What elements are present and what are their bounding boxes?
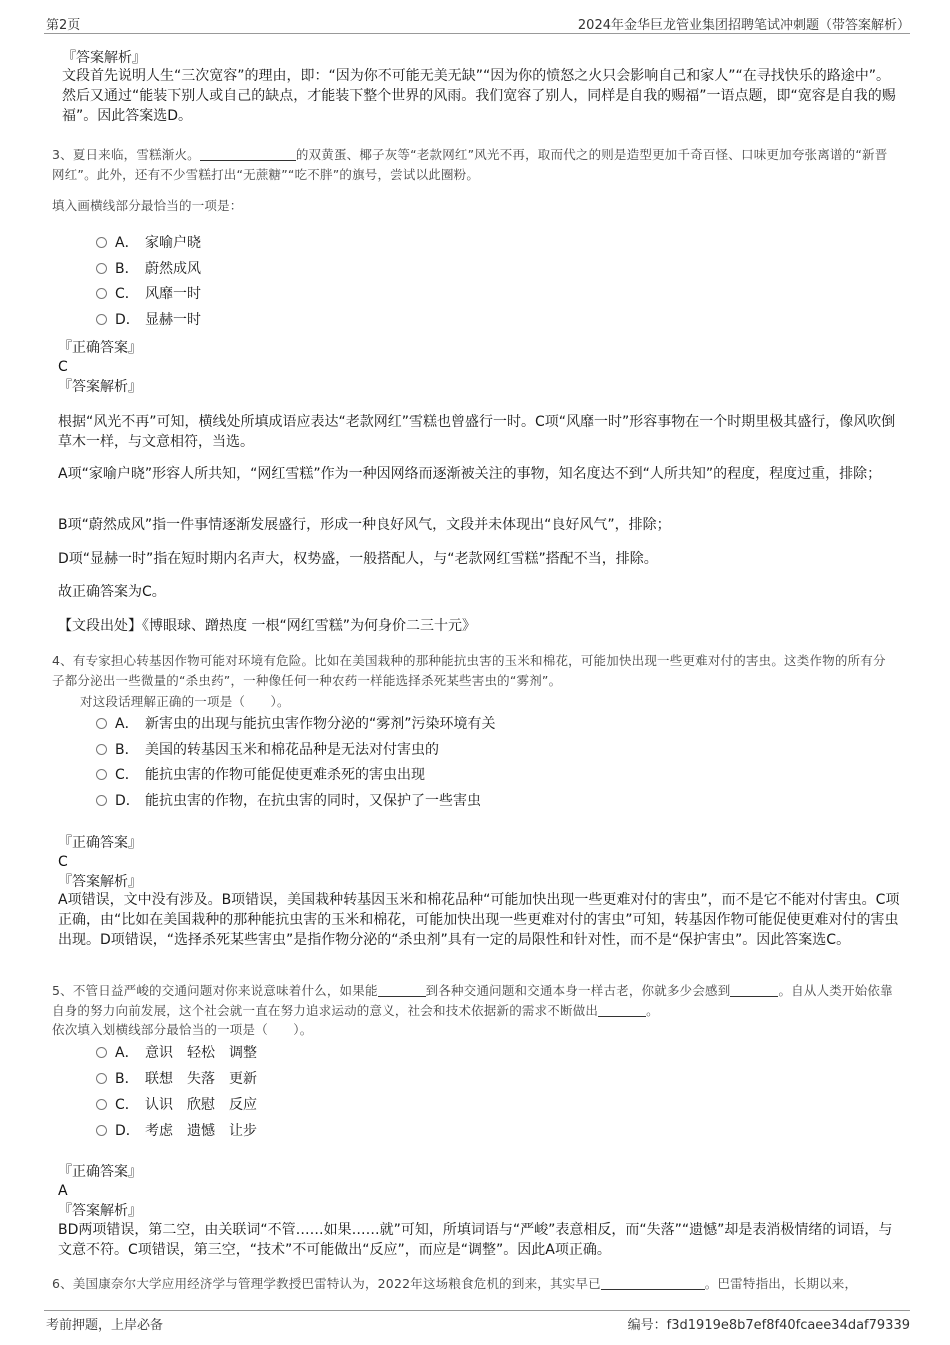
radio-icon[interactable] bbox=[96, 795, 107, 806]
q5-analysis-text: BD两项错误，第二空，由关联词“不管……如果……就”可知，所填词语与“严峻”表意相反，而“失落”“遗憾”却是表消极情绪的词语，与文意不符。C项错误，第三空，“技术”不可能做出“反应”，而应是“调整”。因此A项正确。 bbox=[58, 1222, 893, 1258]
option-text: 认识 欣慰 反应 bbox=[145, 1097, 257, 1113]
footer-slogan: 考前押题，上岸必备 bbox=[46, 1318, 164, 1333]
option-letter: C． bbox=[115, 1097, 139, 1113]
q4-analysis-label: 『答案解析』 bbox=[58, 874, 142, 890]
q6-stem bbox=[52, 1274, 902, 1294]
radio-icon[interactable] bbox=[96, 718, 107, 729]
option-letter: D． bbox=[115, 793, 140, 809]
q4-stem: 4、有专家担心转基因作物可能对环境有危险。比如在美国栽种的那种能抗虫害的玉米和棉花，可能加快出现一些更难对付的害虫。这类作物的所有分子都分泌出一些微量的“杀虫药”，一种像任何一种农药一样能选择杀死某些害虫的“雾剂”。 bbox=[52, 653, 886, 688]
option-letter: B． bbox=[115, 261, 139, 277]
q5-prompt: 依次填入划横线部分最恰当的一项是（ ）。 bbox=[52, 1022, 313, 1037]
q3-prompt: 填入画横线部分最恰当的一项是： bbox=[52, 198, 243, 213]
option-letter: A． bbox=[115, 1045, 139, 1061]
option-text: 联想 失落 更新 bbox=[145, 1071, 257, 1087]
q5-stem-part4: 。 bbox=[646, 1003, 659, 1018]
q5-correct-label: 『正确答案』 bbox=[58, 1164, 142, 1180]
q3-correct-answer: C bbox=[58, 359, 68, 375]
q5-blank-2 bbox=[730, 983, 778, 997]
q5-correct-answer: A bbox=[58, 1183, 68, 1199]
option-letter: B． bbox=[115, 742, 139, 758]
option-text: 蔚然成风 bbox=[145, 261, 201, 277]
q3-option-a[interactable] bbox=[96, 233, 201, 253]
option-text: 家喻户晓 bbox=[145, 235, 201, 251]
q3-option-c[interactable] bbox=[96, 284, 201, 304]
radio-icon[interactable] bbox=[96, 288, 107, 299]
radio-icon[interactable] bbox=[96, 1073, 107, 1084]
q5-stem-part3: 。自从人类开始依靠自身的努力向前发展，这个社会就一直在努力追求运动的意义，社会和技术依据新的需求不断做出 bbox=[52, 983, 893, 1018]
option-letter: A． bbox=[115, 235, 139, 251]
q3-analysis-p4: D项“显赫一时”指在短时期内名声大，权势盛，一般搭配人，与“老款网红雪糕”搭配不当，排除。 bbox=[58, 551, 658, 567]
option-text: 能抗虫害的作物可能促使更难杀死的害虫出现 bbox=[145, 767, 425, 783]
q2-analysis-label: 『答案解析』 bbox=[62, 50, 146, 66]
q5-analysis-label: 『答案解析』 bbox=[58, 1203, 142, 1219]
q6-blank bbox=[601, 1276, 705, 1290]
q3-blank bbox=[200, 147, 296, 161]
option-text: 新害虫的出现与能抗虫害作物分泌的“雾剂”污染环境有关 bbox=[145, 716, 496, 732]
page-number: 第2页 bbox=[46, 18, 81, 33]
header-divider bbox=[44, 33, 910, 34]
radio-icon[interactable] bbox=[96, 237, 107, 248]
q5-stem-part1: 5、不管日益严峻的交通问题对你来说意味着什么，如果能 bbox=[52, 983, 378, 998]
option-letter: D． bbox=[115, 312, 140, 328]
q4-option-b[interactable] bbox=[96, 740, 439, 760]
q4-prompt: 对这段话理解正确的一项是（ ）。 bbox=[80, 694, 290, 709]
radio-icon[interactable] bbox=[96, 769, 107, 780]
q3-analysis-p2: A项“家喻户晓”形容人所共知，“网红雪糕”作为一种因网络而逐渐被关注的事物，知名度达不到“人所共知”的程度，程度过重，排除； bbox=[58, 466, 882, 482]
q4-option-d[interactable] bbox=[96, 791, 481, 811]
radio-icon[interactable] bbox=[96, 1047, 107, 1058]
footer-divider bbox=[44, 1310, 910, 1311]
q3-stem-part1: 3、夏日来临，雪糕渐火。 bbox=[52, 147, 200, 162]
option-text: 能抗虫害的作物，在抗虫害的同时，又保护了一些害虫 bbox=[145, 793, 481, 809]
q6-stem-part1: 6、美国康奈尔大学应用经济学与管理学教授巴雷特认为，2022年这场粮食危机的到来，其实早已 bbox=[52, 1276, 601, 1291]
q3-correct-label: 『正确答案』 bbox=[58, 340, 142, 356]
q6-stem-part2: 。巴雷特指出，长期以来， bbox=[704, 1276, 858, 1291]
q5-blank-1 bbox=[378, 983, 426, 997]
q2-analysis-text: 文段首先说明人生“三次宽容”的理由，即：“因为你不可能无美无缺”“因为你的愤怒之火只会影响自己和家人”“在寻找快乐的路途中”。然后又通过“能装下别人或自己的缺点，才能装下整个世界的风雨。我们宽容了别人，同样是自我的赐福”一语点题，即“宽容是自我的赐福”。因此答案选D。 bbox=[62, 68, 896, 124]
option-letter: A． bbox=[115, 716, 139, 732]
q4-analysis-text: A项错误，文中没有涉及。B项错误，美国栽种转基因玉米和棉花品种“可能加快出现一些更难对付的害虫”，而不是它不能对付害虫。C项正确，由“比如在美国栽种的那种能抗虫害的玉米和棉花，可能加快出现一些更难对付的害虫”可知，转基因作物可能促使更难对付的害虫出现。D项错误，“选择杀死某些害虫”是指作物分泌的“杀虫剂”具有一定的局限性和针对性，而不是“保护害虫”。因此答案选C。 bbox=[58, 892, 900, 948]
document-title: 2024年金华巨龙管业集团招聘笔试冲刺题（带答案解析） bbox=[577, 18, 910, 33]
option-letter: D． bbox=[115, 1123, 140, 1139]
q5-blank-3 bbox=[598, 1003, 646, 1017]
q3-analysis-label: 『答案解析』 bbox=[58, 379, 142, 395]
q4-correct-label: 『正确答案』 bbox=[58, 835, 142, 851]
radio-icon[interactable] bbox=[96, 744, 107, 755]
radio-icon[interactable] bbox=[96, 1125, 107, 1136]
document-code: 编号：f3d1919e8b7ef8f40fcaee34daf79339 bbox=[627, 1318, 910, 1333]
q4-option-c[interactable] bbox=[96, 765, 425, 785]
q5-option-c[interactable] bbox=[96, 1095, 257, 1115]
q5-stem-part2: 到各种交通问题和交通本身一样古老，你就多少会感到 bbox=[425, 983, 731, 998]
q3-source: 【文段出处】《博眼球、蹭热度 一根“网红雪糕”为何身价二三十元》 bbox=[58, 618, 476, 634]
q3-analysis-p3: B项“蔚然成风”指一件事情逐渐发展盛行，形成一种良好风气，文段并未体现出“良好风气”，排除； bbox=[58, 517, 671, 533]
q3-analysis-p5: 故正确答案为C。 bbox=[58, 584, 166, 600]
q5-option-a[interactable] bbox=[96, 1043, 257, 1063]
q3-stem-part2: 的双黄蛋、椰子灰等“老款网红”风光不再，取而代之的则是造型更加千奇百怪、口味更加夸张离谱的“新晋网红”。此外，还有不少雪糕打出“无蔗糖”“吃不胖”的旗号，尝试以此圈粉。 bbox=[52, 147, 888, 182]
radio-icon[interactable] bbox=[96, 263, 107, 274]
q3-option-d[interactable] bbox=[96, 310, 201, 330]
q3-stem bbox=[52, 145, 894, 185]
q4-correct-answer: C bbox=[58, 854, 68, 870]
option-text: 意识 轻松 调整 bbox=[145, 1045, 257, 1061]
option-text: 美国的转基因玉米和棉花品种是无法对付害虫的 bbox=[145, 742, 439, 758]
option-letter: C． bbox=[115, 767, 139, 783]
q3-analysis-p1: 根据“风光不再”可知，横线处所填成语应表达“老款网红”雪糕也曾盛行一时。C项“风靡一时”形容事物在一个时期里极其盛行，像风吹倒草木一样，与文意相符，当选。 bbox=[58, 414, 896, 450]
option-letter: C． bbox=[115, 286, 139, 302]
radio-icon[interactable] bbox=[96, 1099, 107, 1110]
q3-option-b[interactable] bbox=[96, 259, 201, 279]
q5-stem bbox=[52, 981, 894, 1021]
radio-icon[interactable] bbox=[96, 314, 107, 325]
q5-option-b[interactable] bbox=[96, 1069, 257, 1089]
q4-option-a[interactable] bbox=[96, 714, 496, 734]
option-text: 考虑 遗憾 让步 bbox=[145, 1123, 257, 1139]
option-text: 显赫一时 bbox=[145, 312, 201, 328]
option-letter: B． bbox=[115, 1071, 139, 1087]
option-text: 风靡一时 bbox=[145, 286, 201, 302]
q5-option-d[interactable] bbox=[96, 1121, 257, 1141]
